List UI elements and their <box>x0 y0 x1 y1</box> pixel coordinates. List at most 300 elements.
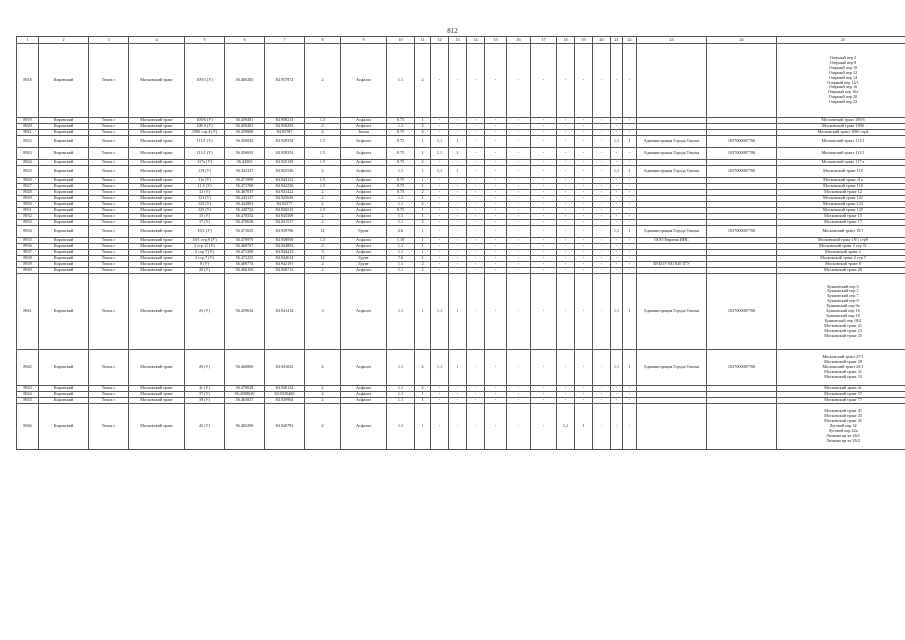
table-cell: Кировский <box>39 220 89 226</box>
table-cell: 56.470552 <box>225 214 265 220</box>
table-cell: - <box>557 118 575 124</box>
table-cell: - <box>467 190 485 196</box>
table-cell: 8927 <box>17 184 39 190</box>
table-cell: Администрация Города Томска <box>637 136 707 148</box>
table-cell: Асфальт <box>341 196 387 202</box>
table-cell: 56.456043 <box>225 136 265 148</box>
table-cell: - <box>507 350 531 386</box>
table-cell: 56.469767 <box>225 244 265 250</box>
table-cell: - <box>593 178 611 184</box>
table-cell: - <box>485 196 507 202</box>
table-cell: - <box>531 190 557 196</box>
table-cell: 84.940783 <box>265 404 305 450</box>
table-cell: - <box>557 130 575 136</box>
table-cell: - <box>485 130 507 136</box>
table-cell: Московский тракт <box>129 214 185 220</box>
table-cell: Московский тракт <box>129 208 185 214</box>
table-cell: - <box>611 190 623 196</box>
table-cell: - <box>557 190 575 196</box>
table-cell: 0.75 <box>387 208 415 214</box>
table-cell: 8919 <box>17 118 39 124</box>
table-cell: - <box>485 398 507 404</box>
table-cell: - <box>467 202 485 208</box>
table-cell: Кировский <box>39 196 89 202</box>
table-cell: - <box>507 130 531 136</box>
table-cell: - <box>531 250 557 256</box>
table-cell: - <box>485 250 507 256</box>
table-cell: 15 (У) <box>185 214 225 220</box>
table-cell: - <box>593 350 611 386</box>
table-cell: - <box>557 148 575 160</box>
table-cell: - <box>575 160 593 166</box>
table-cell: Московский тракт <box>129 190 185 196</box>
table-cell: 2 <box>305 268 341 274</box>
table-cell: 56.471999 <box>225 178 265 184</box>
page-number: 812 <box>447 27 458 35</box>
table-cell: Асфальт <box>341 250 387 256</box>
table-cell: - <box>623 214 637 220</box>
table-cell: 1.1 <box>387 268 415 274</box>
table-cell: 84.925636 <box>265 196 305 202</box>
table-cell: - <box>449 202 467 208</box>
table-cell: - <box>431 118 449 124</box>
table-cell: Асфальт <box>341 166 387 178</box>
table-cell: Асфальт <box>341 404 387 450</box>
table-row <box>17 44 905 118</box>
table-cell: 2 <box>305 124 341 130</box>
table-cell: 84.942181 <box>265 262 305 268</box>
column-header: 25 <box>777 37 905 44</box>
table-cell: Кировский <box>39 184 89 190</box>
table-cell: - <box>485 386 507 392</box>
table-cell: - <box>449 44 467 118</box>
table-cell: Томск г <box>89 244 129 250</box>
table-cell: - <box>611 392 623 398</box>
table-cell: 2 <box>305 166 341 178</box>
table-cell: Грунт <box>341 256 387 262</box>
column-header: 18 <box>557 37 575 44</box>
table-cell: Московский тракт <box>129 262 185 268</box>
address-line: Луговой пер 22а <box>828 427 858 433</box>
table-cell: 56.470636 <box>225 220 265 226</box>
table-cell: - <box>507 256 531 262</box>
table-cell: 84.941517 <box>265 220 305 226</box>
table-cell: - <box>623 196 637 202</box>
table-cell: Томск г <box>89 268 129 274</box>
table-cell: - <box>623 160 637 166</box>
table-cell: 1 <box>449 136 467 148</box>
table-cell: - <box>575 118 593 124</box>
table-cell: - <box>593 274 611 350</box>
table-cell: - <box>449 392 467 398</box>
table-cell: 1 <box>623 350 637 386</box>
address-line: Московский тракт 19/1 <box>822 228 864 234</box>
address-line: Московский тракт 2 стр 11 <box>819 243 867 249</box>
address-line: Озерный пер 12 <box>828 69 858 75</box>
table-cell: Московский тракт <box>129 268 185 274</box>
table-cell: 2 <box>305 244 341 250</box>
table-cell: - <box>557 184 575 190</box>
address-line: Московский тракт 111/1 <box>821 150 865 156</box>
table-cell: - <box>449 208 467 214</box>
table-cell: Московский тракт <box>129 250 185 256</box>
table-cell: 84.957872 <box>265 44 305 118</box>
table-cell: 8 (У) <box>185 262 225 268</box>
table-cell: 1 <box>415 256 431 262</box>
table-cell: - <box>557 160 575 166</box>
table-cell: - <box>449 196 467 202</box>
table-cell: 2 <box>305 262 341 268</box>
table-cell: - <box>507 124 531 130</box>
table-cell: 2 <box>305 190 341 196</box>
address-line: Московский тракт 45 <box>824 418 862 424</box>
table-cell: 12 (У) <box>185 190 225 196</box>
table-cell: - <box>557 136 575 148</box>
table-cell: 1.1 <box>387 244 415 250</box>
table-cell: Московский тракт <box>129 148 185 160</box>
table-cell: 8931 <box>17 208 39 214</box>
table-cell: 56.470979 <box>225 238 265 244</box>
address-line: Московский тракт 21 <box>824 322 862 328</box>
table-cell: 84.925129 <box>265 160 305 166</box>
table-cell: 56.459869 <box>225 130 265 136</box>
table-cell: Московский тракт <box>129 166 185 178</box>
table-cell: - <box>531 124 557 130</box>
table-cell: 2 <box>415 44 431 118</box>
address-line: Московский тракт 111/1 <box>821 138 865 144</box>
table-cell: - <box>575 350 593 386</box>
address-line: Буяновский пер 5 <box>827 288 859 294</box>
table-cell: - <box>575 208 593 214</box>
table-cell: - <box>485 268 507 274</box>
table-cell: Московский тракт <box>129 256 185 262</box>
table-cell: 8939 <box>17 262 39 268</box>
table-cell: - <box>593 398 611 404</box>
table-cell: - <box>449 124 467 130</box>
table-cell: - <box>507 148 531 160</box>
table-cell: Московский тракт <box>129 244 185 250</box>
table-cell: 56.471769 <box>225 184 265 190</box>
address-line: Озерный пер 22 <box>828 99 858 105</box>
table-cell: 2 <box>305 404 341 450</box>
table-cell: - <box>449 256 467 262</box>
table-cell: 8935 <box>17 238 39 244</box>
table-cell: Асфальт <box>341 214 387 220</box>
table-cell: - <box>507 386 531 392</box>
table-cell: - <box>467 404 485 450</box>
table-cell: Кировский <box>39 238 89 244</box>
table-cell: - <box>557 202 575 208</box>
table-cell: 56.466165 <box>225 268 265 274</box>
table-cell: Томск г <box>89 250 129 256</box>
table-cell: 56.459481 <box>225 118 265 124</box>
table-cell: - <box>467 124 485 130</box>
table-cell: - <box>507 238 531 244</box>
table-cell: - <box>531 136 557 148</box>
table-cell: - <box>623 178 637 184</box>
table-cell: Томск г <box>89 220 129 226</box>
table-cell: 109б стр.4 (У) <box>185 130 225 136</box>
table-cell: - <box>467 184 485 190</box>
address-line: Московский тракт 109/6 <box>821 117 865 123</box>
table-cell: - <box>593 44 611 118</box>
table-cell: 23 (У) <box>185 274 225 350</box>
table-cell: - <box>431 160 449 166</box>
table-cell: 84.943309 <box>265 214 305 220</box>
table-cell: - <box>467 220 485 226</box>
table-cell: 1 <box>415 226 431 238</box>
table-cell: 2 <box>415 268 431 274</box>
table-cell: - <box>449 178 467 184</box>
table-cell: - <box>611 178 623 184</box>
address-line: Московский тракт 43 <box>824 413 862 419</box>
table-cell: - <box>623 398 637 404</box>
table-cell: 4 <box>415 130 431 136</box>
table-cell: - <box>575 226 593 238</box>
table-cell: 1 <box>623 226 637 238</box>
table-cell: 1037000087706 <box>707 350 777 386</box>
table-cell: Московский тракт <box>129 44 185 118</box>
table-cell: - <box>557 178 575 184</box>
table-cell: 1.1 <box>387 262 415 268</box>
table-cell: - <box>611 202 623 208</box>
table-cell: - <box>467 118 485 124</box>
table-cell: 8928 <box>17 190 39 196</box>
table-cell: Томск г <box>89 398 129 404</box>
table-cell: - <box>467 196 485 202</box>
table-cell: - <box>449 220 467 226</box>
table-cell: 56.456693 <box>225 148 265 160</box>
table-cell: - <box>485 166 507 178</box>
table-cell: Томск г <box>89 178 129 184</box>
table-cell: - <box>507 262 531 268</box>
table-cell: 43 (У) <box>185 404 225 450</box>
table-cell: - <box>575 250 593 256</box>
table-cell: - <box>623 392 637 398</box>
table-cell: 8944 <box>17 392 39 398</box>
table-cell: - <box>557 256 575 262</box>
table-cell: - <box>623 238 637 244</box>
table-cell: 56.4588630 <box>225 392 265 398</box>
table-cell: - <box>531 268 557 274</box>
address-line: Московский тракт 2 стр 7 <box>820 255 866 261</box>
address-line: Леонова пр-кт 26/2 <box>826 437 860 443</box>
table-cell: 1,1 <box>611 226 623 238</box>
table-cell: 109/3 (У) <box>185 44 225 118</box>
address-line: Озерный пер 14 <box>828 74 858 80</box>
table-cell: - <box>623 124 637 130</box>
table-cell: Кировский <box>39 350 89 386</box>
table-cell: - <box>531 118 557 124</box>
table-cell: 8918 <box>17 44 39 118</box>
address-line: Московский тракт 23 <box>824 327 862 333</box>
table-cell: 8938 <box>17 256 39 262</box>
table-cell: Томск г <box>89 190 129 196</box>
table-cell: Кировский <box>39 274 89 350</box>
address-line: Московский тракт 77 <box>824 397 862 403</box>
table-cell: Кировский <box>39 148 89 160</box>
table-cell: Асфальт <box>341 160 387 166</box>
table-cell: Томск г <box>89 184 129 190</box>
table-cell: - <box>611 244 623 250</box>
table-cell: - <box>557 166 575 178</box>
table-cell: Кировский <box>39 250 89 256</box>
table-cell: 2 <box>305 386 341 392</box>
table-cell: 1 <box>415 398 431 404</box>
table-cell: - <box>485 190 507 196</box>
table-cell: 56.459634 <box>225 274 265 350</box>
address-line: Леонова пр-кт 26/1 <box>826 432 860 438</box>
table-cell: - <box>431 262 449 268</box>
table-cell: - <box>575 386 593 392</box>
table-cell: - <box>593 160 611 166</box>
table-cell: - <box>485 208 507 214</box>
table-cell: Московский тракт <box>129 118 185 124</box>
address-line: Московский тракт 25 <box>824 332 862 338</box>
address-line: Московский тракт 11б <box>823 183 863 189</box>
table-cell: 1 <box>449 274 467 350</box>
table-cell: - <box>575 178 593 184</box>
table-cell: - <box>507 166 531 178</box>
table-cell: - <box>557 350 575 386</box>
column-header: 20 <box>593 37 611 44</box>
table-cell: 56.470828 <box>225 386 265 392</box>
table-cell: 1 <box>449 148 467 160</box>
address-line: Московский тракт 29 <box>824 359 862 365</box>
table-cell: - <box>431 256 449 262</box>
table-cell: Асфальт <box>341 178 387 184</box>
table-cell: 84.941414 <box>265 274 305 350</box>
table-cell: - <box>557 196 575 202</box>
table-cell: - <box>507 44 531 118</box>
table-cell: 84.941023 <box>265 350 305 386</box>
table-cell: - <box>531 274 557 350</box>
table-cell: - <box>531 244 557 250</box>
table-cell: - <box>467 160 485 166</box>
address-line: Московский тракт 20 <box>824 267 862 273</box>
table-cell: 2.6 <box>387 226 415 238</box>
table-cell: - <box>611 268 623 274</box>
address-line: Буяновский пер 7 <box>827 293 859 299</box>
table-cell: - <box>431 244 449 250</box>
table-cell: - <box>531 178 557 184</box>
table-cell: 1 <box>449 350 467 386</box>
column-header: 16 <box>507 37 531 44</box>
table-cell: ФГБОУ ВО КИ ТГУ <box>637 262 707 268</box>
table-cell: Администрация Города Томска <box>637 226 707 238</box>
table-cell: Томск г <box>89 256 129 262</box>
table-cell: 84.939964 <box>265 398 305 404</box>
table-cell: Томск г <box>89 404 129 450</box>
table-cell: - <box>575 124 593 130</box>
table-cell: 2 <box>415 124 431 130</box>
table-cell: Асфальт <box>341 398 387 404</box>
column-header: 12 <box>431 37 449 44</box>
table-cell: 37 (У) <box>185 392 225 398</box>
table-row <box>17 404 905 450</box>
table-cell: 56.459481 <box>225 124 265 130</box>
table-cell: - <box>449 226 467 238</box>
table-cell: 2 <box>415 160 431 166</box>
table-cell: - <box>467 214 485 220</box>
table-cell: - <box>593 250 611 256</box>
table-cell: - <box>485 220 507 226</box>
table-cell: Грунт <box>341 262 387 268</box>
table-cell: Асфальт <box>341 386 387 392</box>
table-cell: Кировский <box>39 166 89 178</box>
table-cell: Земля <box>341 130 387 136</box>
table-cell: Кировский <box>39 262 89 268</box>
table-cell: - <box>467 148 485 160</box>
table-cell: - <box>467 386 485 392</box>
address-line: Московский тракт 109б <box>821 123 865 129</box>
column-header: 17 <box>531 37 557 44</box>
table-cell: Томск г <box>89 274 129 350</box>
table-cell: 56.460285 <box>225 44 265 118</box>
table-cell: 1 <box>415 136 431 148</box>
table-cell: 84.944415 <box>265 250 305 256</box>
table-cell: 2 <box>415 202 431 208</box>
table-cell: - <box>507 214 531 220</box>
table-cell: 17 (У) <box>185 220 225 226</box>
table-cell: - <box>485 184 507 190</box>
table-cell: Московский тракт <box>129 184 185 190</box>
table-cell: 8940 <box>17 268 39 274</box>
table-cell: Кировский <box>39 386 89 392</box>
table-cell: - <box>431 196 449 202</box>
table-cell: 2 <box>415 386 431 392</box>
table-cell: - <box>507 196 531 202</box>
column-header: 21 <box>611 37 623 44</box>
table-cell: 1.10 <box>387 238 415 244</box>
table-cell: 2 <box>305 220 341 226</box>
table-cell: 84.958213 <box>265 118 305 124</box>
table-cell: 1.1 <box>387 386 415 392</box>
table-cell: - <box>467 392 485 398</box>
table-cell: - <box>575 130 593 136</box>
table-cell: - <box>485 350 507 386</box>
table-cell: 1.1 <box>387 196 415 202</box>
table-cell: - <box>623 262 637 268</box>
table-cell: - <box>531 130 557 136</box>
table-cell: Московский тракт <box>129 238 185 244</box>
table-cell: 8937 <box>17 250 39 256</box>
table-cell: 1 <box>449 166 467 178</box>
table-cell: - <box>593 268 611 274</box>
table-cell: 123 (У) <box>185 202 225 208</box>
table-cell: - <box>467 238 485 244</box>
table-cell: 11 б (У) <box>185 184 225 190</box>
table-row <box>17 166 905 178</box>
table-cell: - <box>531 350 557 386</box>
table-cell: 0.75 <box>387 190 415 196</box>
table-cell: Кировский <box>39 44 89 118</box>
table-cell: 117а (У) <box>185 160 225 166</box>
table-cell: - <box>575 398 593 404</box>
table-cell: Томск г <box>89 196 129 202</box>
table-cell: - <box>623 148 637 160</box>
address-line: Московский тракт 37 <box>824 391 862 397</box>
table-cell: - <box>449 398 467 404</box>
table-cell: - <box>623 190 637 196</box>
table-cell: - <box>575 148 593 160</box>
table-cell: - <box>575 244 593 250</box>
table-cell: - <box>531 214 557 220</box>
table-cell: Томск г <box>89 262 129 268</box>
table-cell: 2 стр 11 (У) <box>185 244 225 250</box>
table-cell: - <box>623 184 637 190</box>
table-cell: - <box>611 250 623 256</box>
